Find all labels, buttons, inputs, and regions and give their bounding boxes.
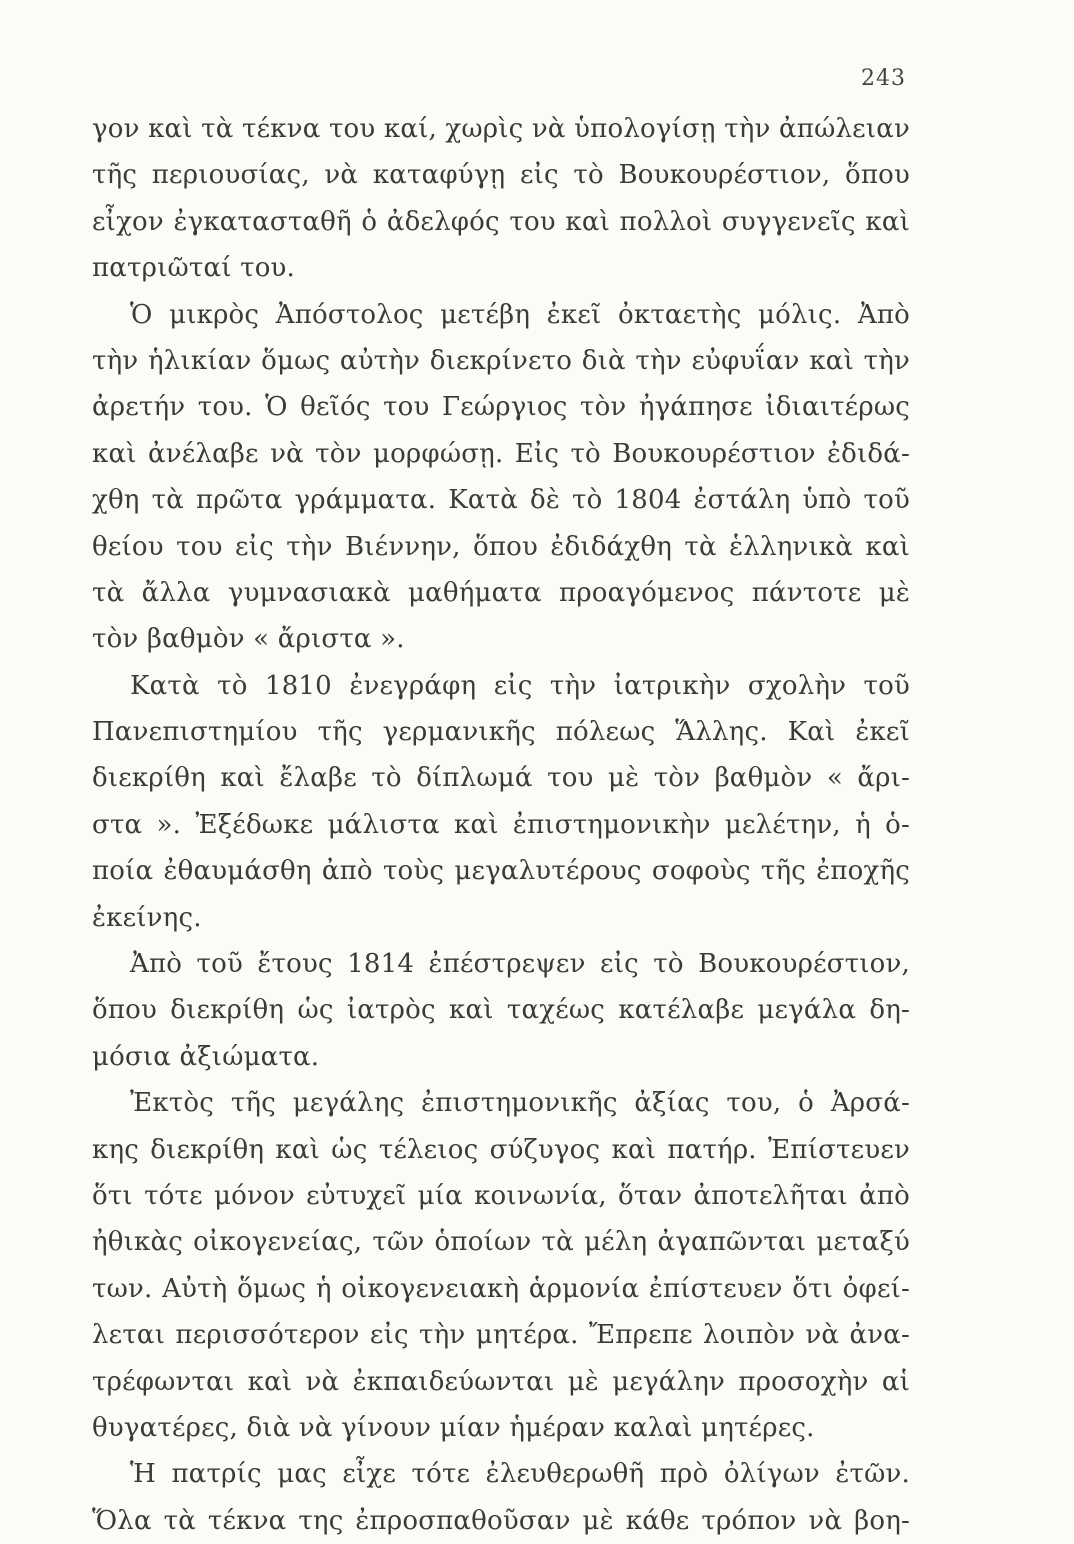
text-line: ποία ἐθαυμάσθη ἀπὸ τοὺς μεγαλυτέρους σοφοὺς τῆς ἐποχῆς [92,856,910,887]
text-line: διεκρίθη καὶ ἔλαβε τὸ δίπλωμά του μὲ τὸν βαθμὸν « ἄρι- [92,763,910,794]
text-line: χθη τὰ πρῶτα γράμματα. Κατὰ δὲ τὸ 1804 ἐστάλη ὑπὸ τοῦ [92,485,910,516]
text-line: ἀρετήν του. Ὁ θεῖός του Γεώργιος τὸν ἠγάπησε ἰδιαιτέρως [92,392,910,423]
text-line: τὰ ἄλλα γυμνασιακὰ μαθήματα προαγόμενος πάντοτε μὲ [92,577,910,608]
text-line: μόσια ἀξιώματα. [92,1041,320,1072]
text-line: ἐκείνης. [92,902,202,933]
text-line: Ἐκτὸς τῆς μεγάλης ἐπιστημονικῆς ἀξίας του, ὁ Ἀρσά- [130,1088,910,1119]
text-line: Κατὰ τὸ 1810 ἐνεγράφη εἰς τὴν ἰατρικὴν σχολὴν τοῦ [130,670,910,701]
text-line: γον καὶ τὰ τέκνα του καί, χωρὶς νὰ ὑπολογίσῃ τὴν ἀπώλειαν [92,114,910,144]
paragraph [92,663,910,941]
text-line: θείου του εἰς τὴν Βιέννην, ὅπου ἐδιδάχθη τὰ ἑλληνικὰ καὶ [92,531,910,562]
text-line: θυγατέρες, διὰ νὰ γίνουν μίαν ἡμέραν καλαὶ μητέρες. [92,1412,815,1443]
text-line: ὅτι τότε μόνον εὐτυχεῖ μία κοινωνία, ὅταν ἀποτελῆται ἀπὸ [92,1180,910,1211]
text-line: τὴν ἡλικίαν ὅμως αὐτὴν διεκρίνετο διὰ τὴν εὐφυΐαν καὶ τὴν [92,345,910,376]
text-line: Πανεπιστημίου τῆς γερμανικῆς πόλεως Ἅλλης. Καὶ ἐκεῖ [92,717,910,748]
paragraph [92,1080,910,1451]
text-line: λεται περισσότερον εἰς τὴν μητέρα. Ἔπρεπε λοιπὸν νὰ ἀνα- [92,1320,910,1351]
paragraph [92,1451,910,1544]
text-line: στα ». Ἐξέδωκε μάλιστα καὶ ἐπιστημονικὴν μελέτην, ἡ ὁ- [92,809,910,840]
page-body [92,106,910,1544]
paragraph [92,106,910,292]
text-line: ἠθικὰς οἰκογενείας, τῶν ὁποίων τὰ μέλη ἀγαπῶνται μεταξύ [92,1227,910,1258]
text-line: των. Αὐτὴ ὅμως ἡ οἰκογενειακὴ ἁρμονία ἐπίστευεν ὅτι ὀφεί- [92,1273,910,1304]
text-line: εἶχον ἐγκατασταθῆ ὁ ἀδελφός του καὶ πολλοὶ συγγενεῖς καὶ [92,206,910,237]
text-line: τὸν βαθμὸν « ἄριστα ». [92,624,405,655]
text-line: Ἡ πατρίς μας εἶχε τότε ἐλευθερωθῆ πρὸ ὀλίγων ἐτῶν. [130,1459,910,1490]
page-number: 243 [861,66,906,91]
text-line: Ἀπὸ τοῦ ἔτους 1814 ἐπέστρεψεν εἰς τὸ Βουκουρέστιον, [130,949,910,980]
text-line: κης διεκρίθη καὶ ὡς τέλειος σύζυγος καὶ πατήρ. Ἐπίστευεν [92,1134,910,1165]
text-line: πατριῶταί του. [92,253,296,284]
paragraph [92,292,910,663]
text-line: Ὁ μικρὸς Ἀπόστολος μετέβη ἐκεῖ ὀκταετὴς μόλις. Ἀπὸ [130,299,910,330]
text-line: τῆς περιουσίας, νὰ καταφύγῃ εἰς τὸ Βουκουρέστιον, ὅπου [92,160,910,191]
text-line: καὶ ἀνέλαβε νὰ τὸν μορφώσῃ. Εἰς τὸ Βουκουρέστιον ἐδιδά- [92,438,910,469]
text-line: τρέφωνται καὶ νὰ ἐκπαιδεύωνται μὲ μεγάλην προσοχὴν αἱ [92,1366,910,1397]
paragraph [92,941,910,1080]
text-line: Ὅλα τὰ τέκνα της ἐπροσπαθοῦσαν μὲ κάθε τρόπον νὰ βοη- [92,1505,910,1536]
text-line: ὅπου διεκρίθη ὡς ἰατρὸς καὶ ταχέως κατέλαβε μεγάλα δη- [92,995,910,1026]
